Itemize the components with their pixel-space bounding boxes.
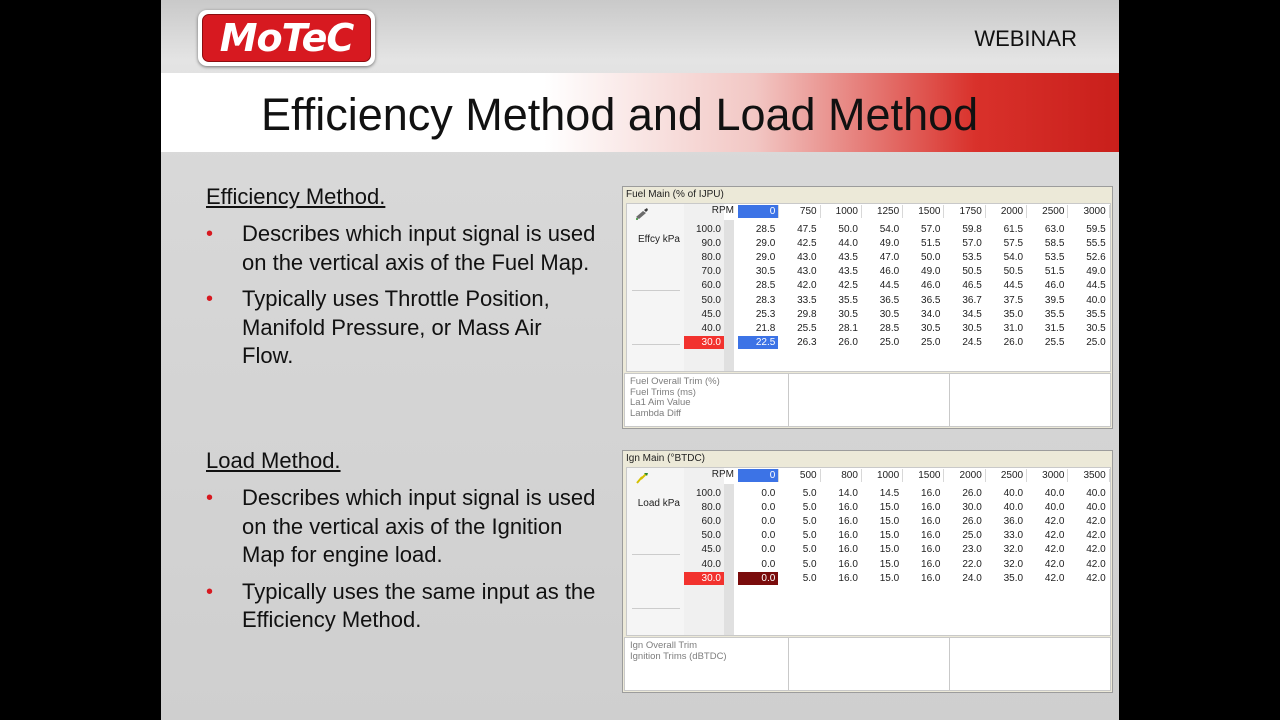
table-cell[interactable]: 22.0 xyxy=(962,558,982,570)
table-cell[interactable]: 16.0 xyxy=(921,530,941,542)
table-cell[interactable]: 43.5 xyxy=(838,252,858,264)
table-cell[interactable]: 50.0 xyxy=(838,224,858,235)
ign-main-panel[interactable] xyxy=(622,450,1113,693)
bullet-item: • Typically uses Throttle Position, Manifold Pressure, or Mass Air Flow. xyxy=(206,286,550,368)
table-cell[interactable]: 42.0 xyxy=(1044,516,1065,528)
table-cell[interactable]: 42.0 xyxy=(1044,544,1065,556)
trim-label: La1 Aim Value xyxy=(630,397,691,408)
table-cell[interactable]: 16.0 xyxy=(838,558,858,570)
table-cell[interactable]: 42.0 xyxy=(1086,558,1106,570)
table-cell[interactable]: 0.0 xyxy=(738,572,778,585)
table-cell[interactable]: 42.0 xyxy=(1044,530,1065,542)
column-header[interactable]: 3000 xyxy=(1027,469,1068,482)
table-cell[interactable]: 24.5 xyxy=(962,336,982,348)
table-cell[interactable]: 43.0 xyxy=(797,266,817,278)
row-header[interactable]: 40.0 xyxy=(701,558,721,570)
table-cell[interactable]: 30.5 xyxy=(879,308,900,320)
column-header[interactable]: 1500 xyxy=(903,205,944,218)
table-cell[interactable]: 40.0 xyxy=(1003,488,1024,499)
table-cell[interactable]: 40.0 xyxy=(1044,488,1065,499)
table-cell[interactable]: 25.0 xyxy=(879,336,900,348)
row-header[interactable]: 30.0 xyxy=(684,336,724,349)
table-cell[interactable]: 44.0 xyxy=(838,238,858,250)
table-cell[interactable]: 37.5 xyxy=(1003,294,1024,306)
table-cell[interactable]: 50.5 xyxy=(1003,266,1024,278)
table-cell[interactable]: 54.0 xyxy=(879,224,900,235)
table-cell[interactable]: 0.0 xyxy=(761,530,776,542)
spark-icon xyxy=(635,472,649,484)
table-cell[interactable]: 31.5 xyxy=(1044,322,1065,334)
table-cell[interactable]: 16.0 xyxy=(838,516,858,528)
table-cell[interactable]: 51.5 xyxy=(1044,266,1065,278)
column-header[interactable]: 800 xyxy=(821,469,862,482)
table-cell[interactable]: 25.0 xyxy=(962,530,982,542)
table-cell[interactable]: 24.0 xyxy=(962,572,982,584)
column-header[interactable]: 1250 xyxy=(862,205,903,218)
row-header[interactable]: 50.0 xyxy=(701,530,721,542)
table-cell[interactable]: 46.0 xyxy=(879,266,900,278)
table-cell[interactable]: 30.5 xyxy=(962,322,982,334)
trim-label: Fuel Trims (ms) xyxy=(630,386,696,398)
table-cell[interactable]: 30.5 xyxy=(838,308,858,320)
table-cell[interactable]: 25.3 xyxy=(755,308,776,320)
table-cell[interactable]: 0.0 xyxy=(761,544,776,556)
table-cell[interactable]: 34.0 xyxy=(921,308,941,320)
table-cell[interactable]: 36.0 xyxy=(1003,516,1024,528)
table-cell[interactable]: 63.0 xyxy=(1044,224,1065,235)
table-cell[interactable]: 43.0 xyxy=(797,252,817,264)
webinar-label: WEBINAR xyxy=(974,26,1077,51)
table-cell[interactable]: 36.7 xyxy=(962,294,982,306)
table-cell[interactable]: 16.0 xyxy=(838,502,858,514)
table-cell[interactable]: 42.0 xyxy=(797,280,817,292)
row-header[interactable]: 40.0 xyxy=(701,322,721,334)
row-header[interactable]: 60.0 xyxy=(701,280,721,292)
table-cell[interactable]: 16.0 xyxy=(921,558,941,570)
table-cell[interactable]: 53.5 xyxy=(962,252,982,264)
table-cell[interactable]: 40.0 xyxy=(1086,294,1106,306)
table-cell[interactable]: 16.0 xyxy=(838,544,858,556)
trim-label: Fuel Overall Trim (%) xyxy=(630,376,720,387)
table-cell[interactable]: 16.0 xyxy=(921,572,941,584)
table-cell[interactable]: 59.8 xyxy=(962,224,982,235)
table-cell[interactable]: 42.0 xyxy=(1044,558,1065,570)
row-header[interactable]: 30.0 xyxy=(684,572,724,585)
table-cell[interactable]: 28.3 xyxy=(755,294,776,306)
slide-title: Efficiency Method and Load Method xyxy=(261,89,979,140)
y-axis-label: Load kPa xyxy=(637,498,680,509)
slide xyxy=(161,0,1119,720)
table-cell[interactable]: 5.0 xyxy=(802,530,817,542)
table-cell[interactable]: 46.0 xyxy=(921,280,941,292)
table-cell[interactable]: 15.0 xyxy=(879,516,900,528)
row-header[interactable]: 90.0 xyxy=(701,238,721,250)
column-header[interactable]: 500 xyxy=(779,469,820,482)
fuel-table-title: Fuel Main (% of IJPU) xyxy=(626,189,724,200)
table-cell[interactable]: 42.0 xyxy=(1086,544,1106,556)
trim-label: Ignition Trims (dBTDC) xyxy=(630,650,727,662)
table-cell[interactable]: 40.0 xyxy=(1086,488,1106,499)
table-cell[interactable]: 57.5 xyxy=(1003,238,1024,250)
efficiency-heading: Efficiency Method. xyxy=(206,184,386,209)
bullet-icon: • xyxy=(206,487,214,509)
table-cell[interactable]: 0.0 xyxy=(761,502,776,514)
title-bar xyxy=(161,73,1119,152)
table-cell[interactable]: 40.0 xyxy=(1044,502,1065,514)
x-axis-label: RPM xyxy=(711,469,734,480)
column-header[interactable]: 3500 xyxy=(1068,469,1109,482)
table-cell[interactable]: 25.5 xyxy=(797,322,817,334)
column-header[interactable]: 1500 xyxy=(903,469,944,482)
table-cell[interactable]: 33.5 xyxy=(797,294,817,306)
row-header[interactable]: 70.0 xyxy=(701,266,721,278)
table-cell[interactable]: 44.5 xyxy=(1003,280,1024,292)
fuel-trims-box xyxy=(624,373,1111,427)
table-cell[interactable]: 42.5 xyxy=(797,238,817,250)
table-cell[interactable]: 5.0 xyxy=(802,572,817,584)
column-header[interactable]: 2500 xyxy=(986,469,1027,482)
table-cell[interactable]: 16.0 xyxy=(838,572,858,584)
table-cell[interactable]: 5.0 xyxy=(802,516,817,528)
table-cell[interactable]: 35.5 xyxy=(1086,308,1106,320)
table-cell[interactable]: 5.0 xyxy=(802,488,817,499)
table-cell[interactable]: 50.5 xyxy=(962,266,982,278)
table-cell[interactable]: 25.5 xyxy=(1044,336,1065,348)
column-header[interactable]: 1750 xyxy=(945,205,986,218)
table-cell[interactable]: 28.1 xyxy=(838,322,858,334)
table-cell[interactable]: 5.0 xyxy=(802,502,817,514)
motec-logo xyxy=(198,10,375,66)
table-cell[interactable]: 36.5 xyxy=(921,294,941,306)
efficiency-bullets xyxy=(206,220,596,379)
row-header[interactable]: 60.0 xyxy=(701,516,721,528)
table-cell[interactable]: 55.5 xyxy=(1086,238,1106,250)
table-cell[interactable]: 47.0 xyxy=(879,252,900,264)
load-bullets xyxy=(206,484,596,643)
table-cell[interactable]: 51.5 xyxy=(921,238,941,250)
table-cell[interactable]: 40.0 xyxy=(1086,502,1106,514)
table-cell[interactable]: 14.5 xyxy=(879,488,900,499)
table-cell[interactable]: 40.0 xyxy=(1003,502,1024,514)
row-header[interactable]: 45.0 xyxy=(701,308,721,320)
bullet-icon: • xyxy=(206,580,214,603)
table-cell[interactable]: 36.5 xyxy=(879,294,900,306)
table-cell[interactable]: 35.5 xyxy=(838,294,858,306)
column-header[interactable]: 1000 xyxy=(821,205,862,218)
table-cell[interactable]: 26.0 xyxy=(962,516,982,528)
table-cell[interactable]: 25.0 xyxy=(1086,336,1106,348)
table-cell[interactable]: 54.0 xyxy=(1003,252,1024,264)
table-cell[interactable]: 15.0 xyxy=(879,572,900,584)
table-cell[interactable]: 42.5 xyxy=(838,280,858,292)
table-cell[interactable]: 39.5 xyxy=(1044,294,1065,306)
table-cell[interactable]: 29.8 xyxy=(797,308,817,320)
table-cell[interactable]: 30.5 xyxy=(755,266,776,278)
ign-trims-box xyxy=(624,637,1111,691)
x-axis-label: RPM xyxy=(711,205,734,216)
column-header[interactable]: 1000 xyxy=(862,469,903,482)
column-header[interactable]: 2000 xyxy=(945,469,986,482)
row-header[interactable]: 80.0 xyxy=(701,252,721,264)
table-cell[interactable]: 44.5 xyxy=(1086,280,1106,292)
table-cell[interactable]: 14.0 xyxy=(838,488,858,499)
table-cell[interactable]: 42.0 xyxy=(1086,572,1106,584)
table-cell[interactable]: 33.0 xyxy=(1003,530,1024,542)
table-cell[interactable]: 32.0 xyxy=(1003,544,1024,556)
table-cell[interactable]: 15.0 xyxy=(879,558,900,570)
table-cell[interactable]: 26.0 xyxy=(838,336,858,348)
table-cell[interactable]: 30.5 xyxy=(921,322,941,334)
table-cell[interactable]: 15.0 xyxy=(879,530,900,542)
table-cell[interactable]: 28.5 xyxy=(755,280,776,292)
y-axis-label: Effcy kPa xyxy=(637,234,680,245)
table-cell[interactable]: 16.0 xyxy=(921,502,941,514)
table-cell[interactable]: 26.0 xyxy=(1003,336,1024,348)
table-cell[interactable]: 0.0 xyxy=(761,488,776,499)
table-cell[interactable]: 31.0 xyxy=(1003,322,1024,334)
table-cell[interactable]: 49.0 xyxy=(921,266,941,278)
table-cell[interactable]: 35.0 xyxy=(1003,572,1024,584)
table-cell[interactable]: 47.5 xyxy=(797,224,817,235)
table-cell[interactable]: 58.5 xyxy=(1044,238,1065,250)
table-cell[interactable]: 42.0 xyxy=(1086,530,1106,542)
row-header[interactable]: 100.0 xyxy=(695,488,721,499)
table-cell[interactable]: 43.5 xyxy=(838,266,858,278)
table-cell[interactable]: 25.0 xyxy=(921,336,941,348)
table-cell[interactable]: 42.0 xyxy=(1044,572,1065,584)
column-header[interactable]: 3000 xyxy=(1068,205,1109,218)
table-cell[interactable]: 15.0 xyxy=(879,544,900,556)
table-cell[interactable]: 16.0 xyxy=(921,544,941,556)
table-cell[interactable]: 49.0 xyxy=(879,238,900,250)
bullet-item: • Describes which input signal is used on the vertical axis of the Ignition Map for engine load. xyxy=(206,485,596,567)
table-cell[interactable]: 21.8 xyxy=(755,322,776,334)
table-cell[interactable]: 28.5 xyxy=(879,322,900,334)
table-cell[interactable]: 46.0 xyxy=(1044,280,1065,292)
table-cell[interactable]: 44.5 xyxy=(879,280,900,292)
bullet-item: • Typically uses the same input as the Efficiency Method. xyxy=(206,578,596,632)
table-cell[interactable]: 49.0 xyxy=(1086,266,1106,278)
table-cell[interactable]: 61.5 xyxy=(1003,224,1024,235)
table-cell[interactable]: 26.3 xyxy=(797,336,817,348)
table-cell[interactable]: 16.0 xyxy=(921,516,941,528)
row-header[interactable]: 80.0 xyxy=(701,502,721,514)
row-header[interactable]: 45.0 xyxy=(701,544,721,556)
bullet-item: • Describes which input signal is used on the vertical axis of the Fuel Map. xyxy=(206,221,596,275)
table-cell[interactable]: 16.0 xyxy=(921,488,941,499)
table-cell[interactable]: 16.0 xyxy=(838,530,858,542)
bullet-icon: • xyxy=(206,288,214,310)
table-cell[interactable]: 50.0 xyxy=(921,252,941,264)
fuel-injector-icon xyxy=(635,208,649,220)
table-cell[interactable]: 5.0 xyxy=(802,544,817,556)
column-header[interactable]: 750 xyxy=(779,205,820,218)
table-cell[interactable]: 23.0 xyxy=(962,544,982,556)
table-cell[interactable]: 5.0 xyxy=(802,558,817,570)
table-cell[interactable]: 22.5 xyxy=(738,336,778,349)
table-cell[interactable]: 0.0 xyxy=(761,558,776,570)
table-cell[interactable]: 26.0 xyxy=(962,488,982,499)
column-header[interactable]: 2500 xyxy=(1027,205,1068,218)
load-heading: Load Method. xyxy=(206,448,341,473)
fuel-main-panel[interactable] xyxy=(622,186,1113,429)
table-cell[interactable]: 46.5 xyxy=(962,280,982,292)
table-cell[interactable]: 34.5 xyxy=(962,308,982,320)
table-cell[interactable]: 59.5 xyxy=(1086,224,1106,235)
table-cell[interactable]: 30.5 xyxy=(1086,322,1106,334)
trim-label: Ign Overall Trim xyxy=(630,640,698,651)
ign-main-table[interactable] xyxy=(626,467,1111,636)
row-header[interactable]: 50.0 xyxy=(701,294,721,306)
table-cell[interactable]: 28.5 xyxy=(755,224,776,235)
table-cell[interactable]: 53.5 xyxy=(1044,252,1065,264)
table-cell[interactable]: 29.0 xyxy=(755,252,776,264)
table-cell[interactable]: 35.0 xyxy=(1003,308,1024,320)
table-cell[interactable]: 57.0 xyxy=(962,238,982,250)
table-cell[interactable]: 52.6 xyxy=(1086,252,1106,264)
table-cell[interactable]: 30.0 xyxy=(962,502,982,514)
table-cell[interactable]: 29.0 xyxy=(755,238,776,250)
table-cell[interactable]: 57.0 xyxy=(921,224,941,235)
column-header[interactable]: 2000 xyxy=(986,205,1027,218)
table-cell[interactable]: 32.0 xyxy=(1003,558,1024,570)
trim-label: Lambda Diff xyxy=(630,407,682,419)
table-cell[interactable]: 15.0 xyxy=(879,502,900,514)
column-header[interactable]: 0 xyxy=(738,469,779,482)
logo-text: MoTeC xyxy=(219,16,354,60)
fuel-main-table[interactable] xyxy=(626,203,1111,372)
row-header[interactable]: 100.0 xyxy=(695,224,721,235)
table-cell[interactable]: 0.0 xyxy=(761,516,776,528)
column-header[interactable]: 0 xyxy=(738,205,779,218)
bullet-icon: • xyxy=(206,223,214,245)
table-cell[interactable]: 42.0 xyxy=(1086,516,1106,528)
table-cell[interactable]: 35.5 xyxy=(1044,308,1065,320)
ign-table-title: Ign Main (°BTDC) xyxy=(626,453,706,464)
